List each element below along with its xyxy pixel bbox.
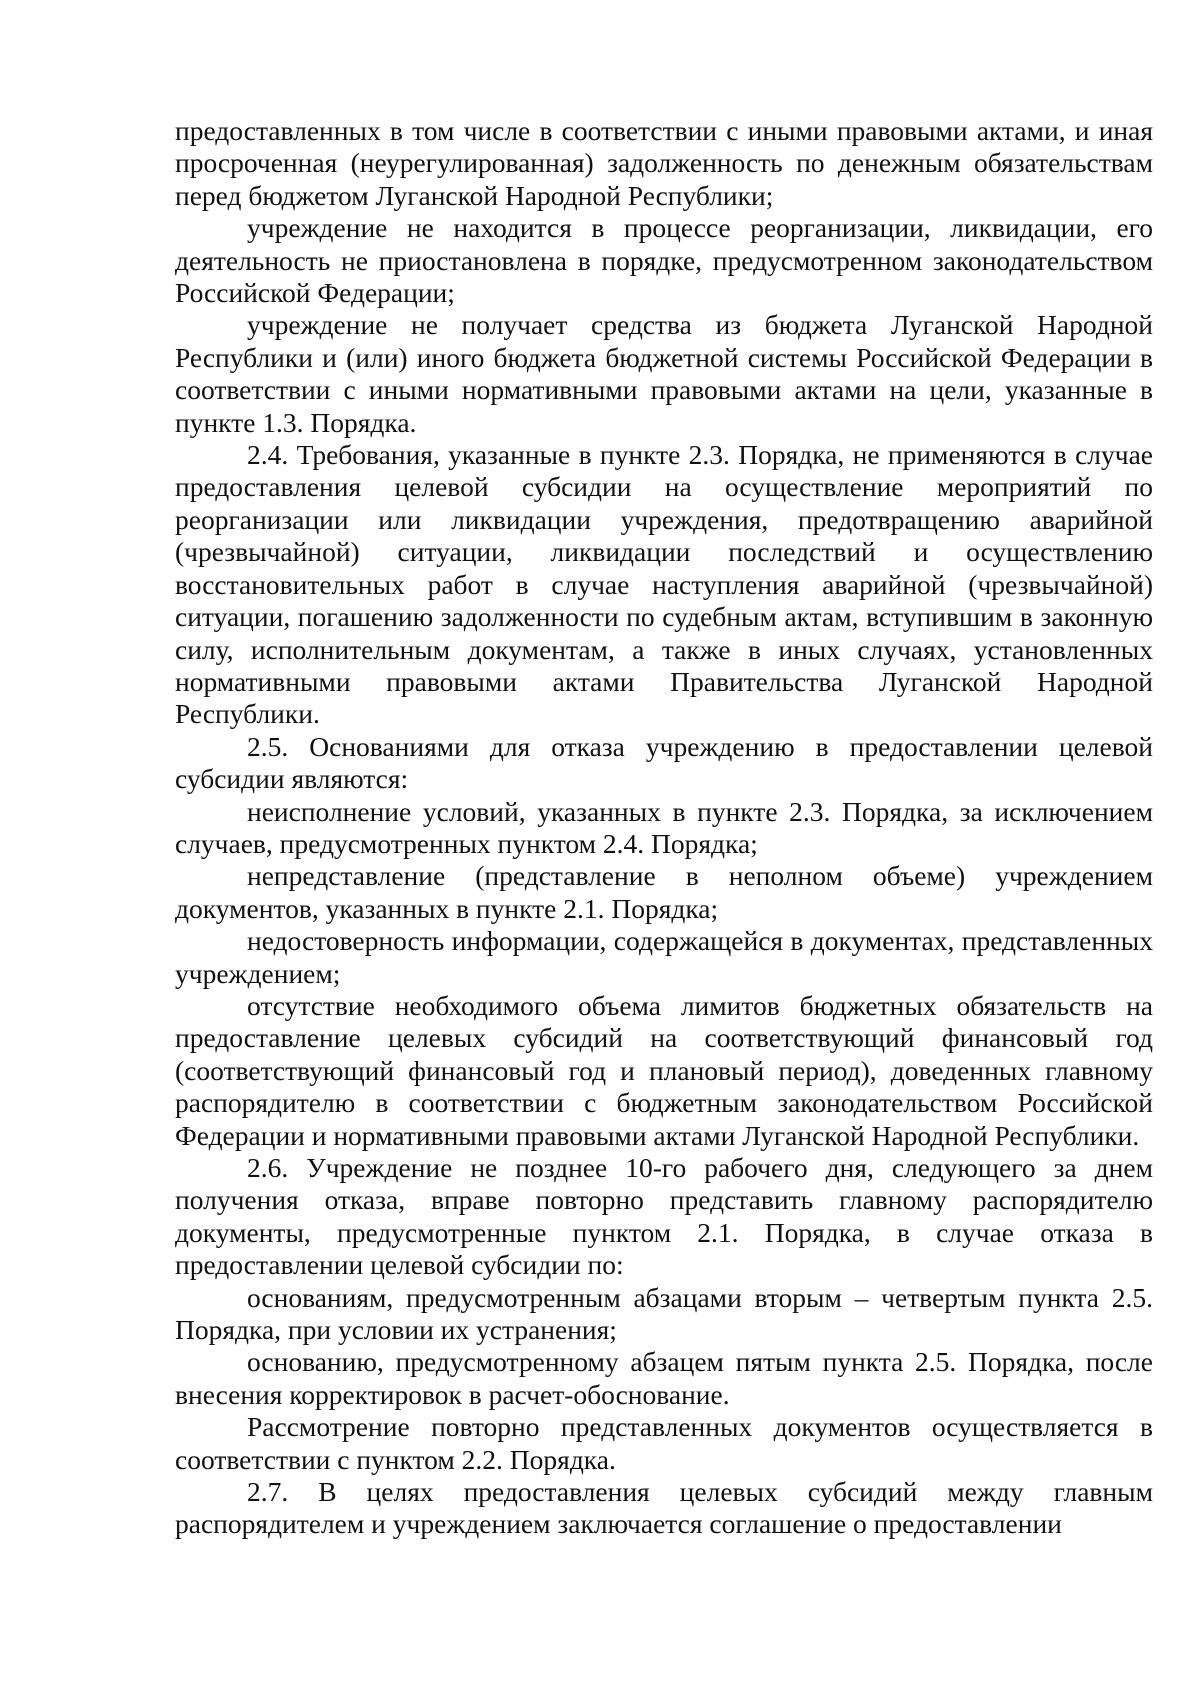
paragraph-2-5: 2.5. Основаниями для отказа учреждению в предоставлении целевой субсидии являются: <box>175 730 1153 795</box>
paragraph-no-other-funds: учреждение не получает средства из бюджета Луганской Народной Республики и (или) иного бюджета бюджетной системы Российской Федерации в соответствии с иными нормативными правовыми актами на цели, указанные в пункте 1.3. Порядка. <box>175 309 1153 438</box>
paragraph-non-fulfillment: неисполнение условий, указанных в пункте 2.3. Порядка, за исключением случаев, предусмотренных пунктом 2.4. Порядка; <box>175 795 1153 859</box>
document-body <box>175 115 1153 1541</box>
paragraph-ground-5: основанию, предусмотренному абзацем пятым пункта 2.5. Порядка, после внесения корректировок в расчет-обоснование. <box>175 1346 1153 1410</box>
paragraph-lack-of-limits: отсутствие необходимого объема лимитов бюджетных обязательств на предоставление целевых субсидий на соответствующий финансовый год (соответствующий финансовый год и плановый период), доведенных главному распорядителю в соответствии с бюджетным законодательством Российской Федерации и нормативными правовыми актами Луганской Народной Республики. <box>175 989 1153 1151</box>
paragraph-2-4: 2.4. Требования, указанные в пункте 2.3. Порядка, не применяются в случае предоставления целевой субсидии на осуществление мероприятий по реорганизации или ликвидации учреждения, предотвращению аварийной (чрезвычайной) ситуации, ликвидации последствий и осуществлению восстановительных работ в случае наступления аварийной (чрезвычайной) ситуации, погашению задолженности по судебным актам, вступившим в законную силу, исполнительным документам, а также в иных случаях, установленных нормативными правовыми актами Правительства Луганской Народной Республики. <box>175 439 1153 730</box>
paragraph-reconsideration: Рассмотрение повторно представленных документов осуществляется в соответствии с пунктом 2.2. Порядка. <box>175 1411 1153 1475</box>
paragraph-unreliability: недостоверность информации, содержащейся в документах, представленных учреждением; <box>175 925 1153 989</box>
paragraph-non-submission: непредставление (представление в неполном объеме) учреждением документов, указанных в пункте 2.1. Порядка; <box>175 860 1153 924</box>
paragraph-not-in-reorganization: учреждение не находится в процессе реорганизации, ликвидации, его деятельность не приостановлена в порядке, предусмотренном законодательством Российской Федерации; <box>175 212 1153 309</box>
paragraph-2-7: 2.7. В целях предоставления целевых субсидий между главным распорядителем и учреждением заключается соглашение о предоставлении <box>175 1476 1153 1540</box>
paragraph-2-6: 2.6. Учреждение не позднее 10-го рабочего дня, следующего за днем получения отказа, вправе повторно представить главному распорядителю документы, предусмотренные пунктом 2.1. Порядка, в случае отказа в предоставлении целевой субсидии по: <box>175 1152 1153 1281</box>
paragraph-continuation: предоставленных в том числе в соответствии с иными правовыми актами, и иная просроченная (неурегулированная) задолженность по денежным обязательствам перед бюджетом Луганской Народной Республики; <box>175 115 1153 211</box>
paragraph-grounds-2-4: основаниям, предусмотренным абзацами вторым – четвертым пункта 2.5. Порядка, при условии их устранения; <box>175 1281 1153 1346</box>
